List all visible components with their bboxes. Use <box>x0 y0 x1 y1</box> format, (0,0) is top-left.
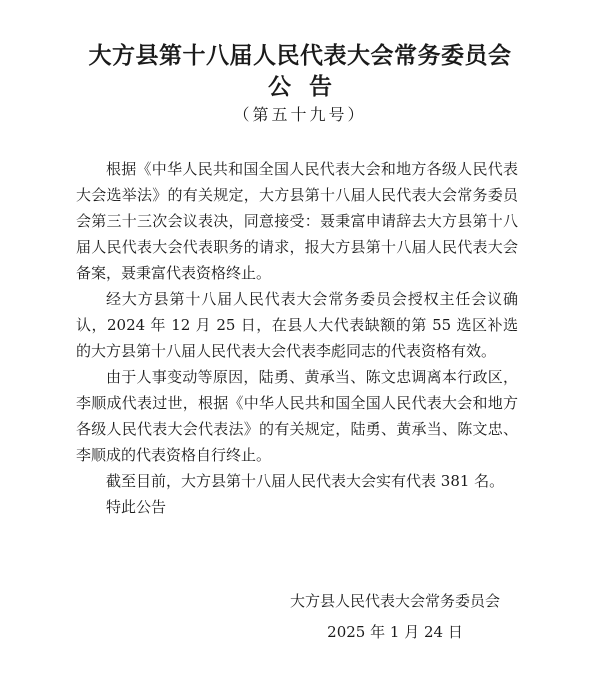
paragraph-closing: 特此公告 <box>106 498 167 516</box>
paragraph-resignation: 根据《中华人民共和国全国人民代表大会和地方各级人民代表大会选举法》的有关规定，大方县第十八届人民代表大会常务委员会第三十三次会议表决，同意接受：聂秉富申请辞去大方县第十八届人民代表大会代表职务的请求，报大方县第十八届人民代表大会备案，聂秉富代表资格终止。 <box>76 160 518 282</box>
announcement-body <box>76 156 518 520</box>
paragraph-by-election: 经大方县第十八届人民代表大会常务委员会授权主任会议确认，2024 年 12 月 25 日，在县人大代表缺额的第 55 选区补选的大方县第十八届人民代表大会代表李彪同志的代表资格有效。 <box>76 290 518 360</box>
document-subtitle: 公告 <box>268 73 350 100</box>
paragraph-termination: 由于人事变动等原因，陆勇、黄承当、陈文忠调离本行政区，李顺成代表过世，根据《中华人民共和国全国人民代表大会和地方各级人民代表大会代表法》的有关规定，陆勇、黄承当、陈文忠、李顺成的代表资格自行终止。 <box>76 368 518 464</box>
issuer-signature: 大方县人民代表大会常务委员会 <box>289 592 500 610</box>
paragraph-current-count: 截至目前，大方县第十八届人民代表大会实有代表 381 名。 <box>106 472 505 490</box>
announcement-number: （第五十九号） <box>233 105 367 124</box>
issue-date: 2025 年 1 月 24 日 <box>327 623 463 641</box>
document-title: 大方县第十八届人民代表大会常务委员会 <box>88 42 512 69</box>
